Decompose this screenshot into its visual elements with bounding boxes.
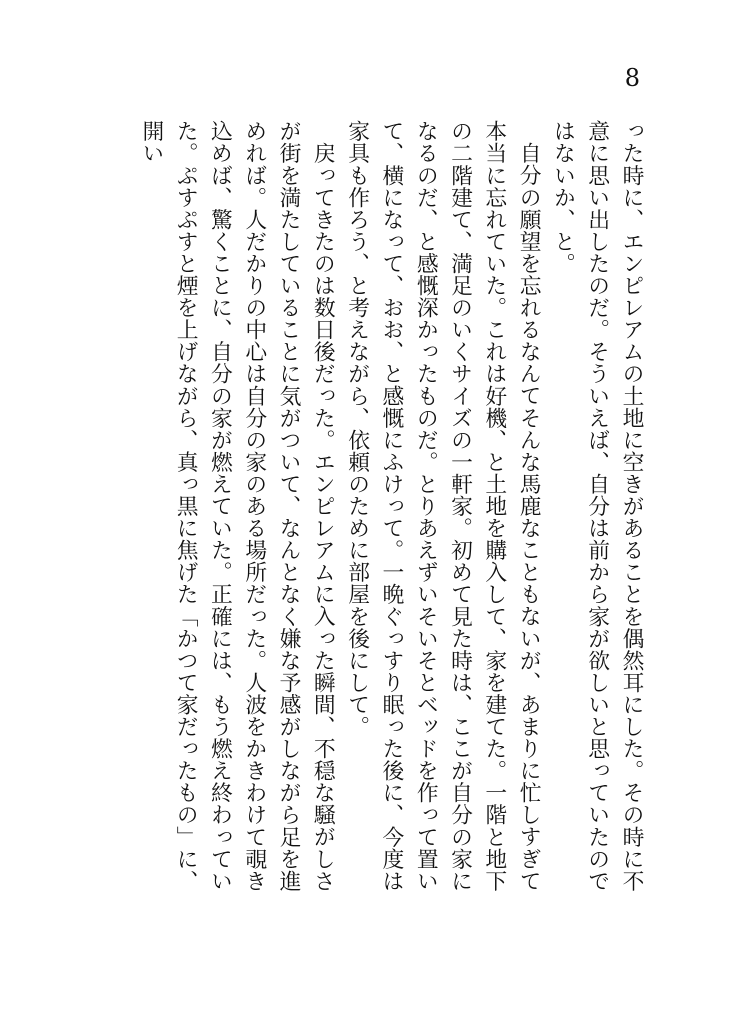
- paragraph-1: った時に、エンピレアムの土地に空きがあることを偶然耳にした。その時に不意に思い出したのだ。そういえば、自分は前から家が欲しいと思っていたのではないか、と。: [550, 120, 644, 892]
- body-text: [134, 120, 648, 910]
- page-number: 8: [624, 64, 640, 92]
- paragraph-2: 自分の願望を忘れるなんてそんな馬鹿なこともないが、あまりに忙しすぎて本当に忘れていた。これは好機、と土地を購入して、家を建てた。一階と地下の二階建て、満足のいくサイズの一軒家。初めて見た時は、ここが自分の家になるのだ、と感慨深かったものだ。とりあえずいそいそとベッドを作って置いて、横になって、おお、と感慨にふけって。一晩ぐっすり眠った後に、今度は家具も作ろう、と考えながら、依頼のために部屋を後にして。: [344, 120, 542, 892]
- paragraph-3: 戻ってきたのは数日後だった。エンピレアムに入った瞬間、不穏な騒がしさが街を満たしていることに気がついて、なんとなく嫌な予感がしながら足を進めれば。人だかりの中心は自分の家のある場所だった。人波をかきわけて覗き込めば、驚くことに、自分の家が燃えていた。正確には、もう燃え終わっていた。ぷすぷすと煙を上げながら、真っ黒に焦げた「かつて家だったもの」に、開い: [138, 120, 336, 892]
